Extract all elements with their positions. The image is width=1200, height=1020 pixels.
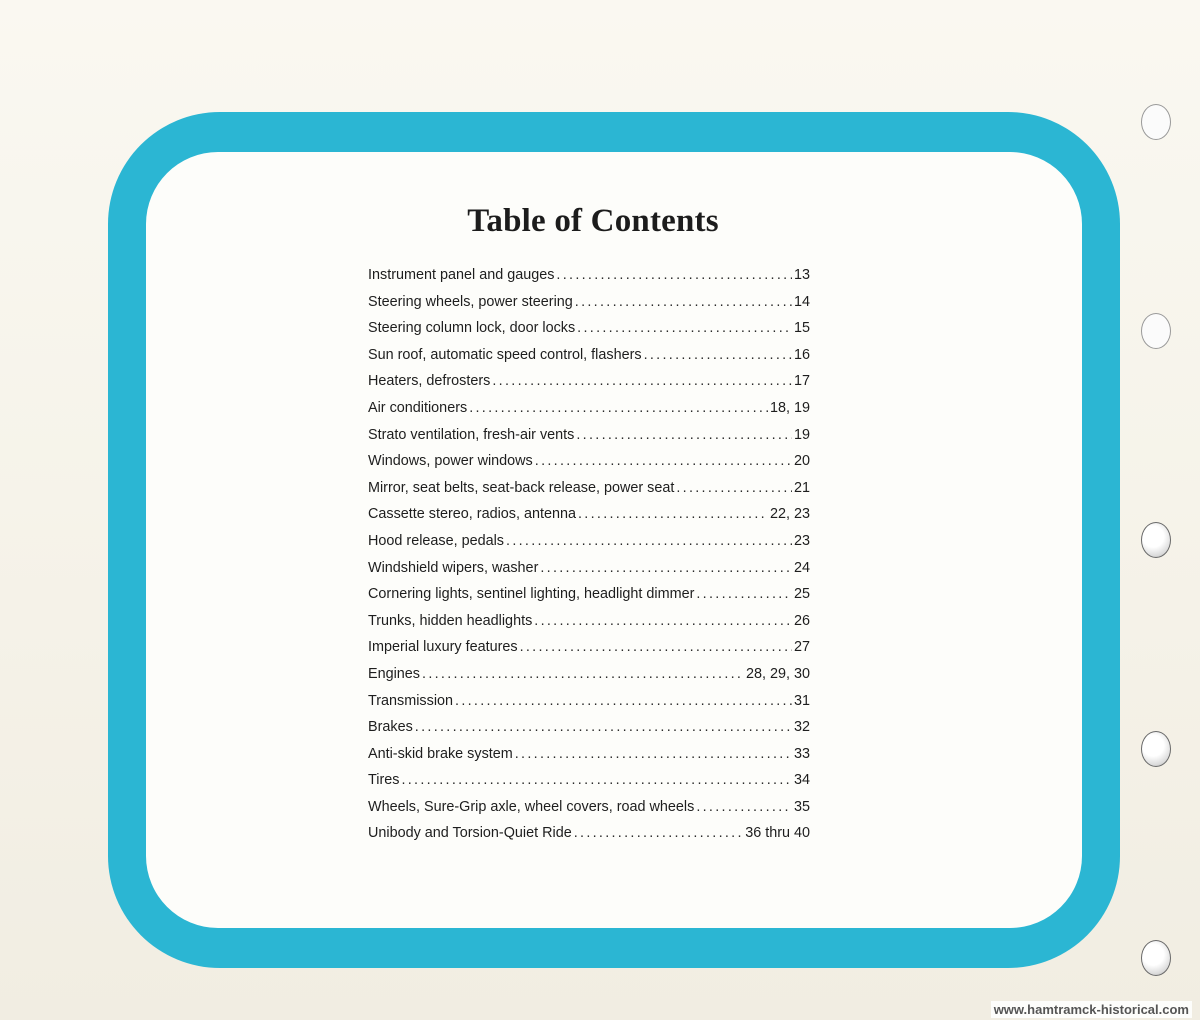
- toc-entry-label: Imperial luxury features: [368, 639, 518, 656]
- toc-entry-pages: 26: [793, 612, 810, 629]
- toc-entry: [368, 560, 810, 587]
- toc-entry-label: Steering column lock, door locks: [368, 320, 576, 337]
- toc-entry-label: Anti-skid brake system: [368, 745, 513, 762]
- toc-entry-label: Sun roof, automatic speed control, flashers: [368, 346, 642, 363]
- toc-entry-pages: 32: [793, 719, 810, 736]
- dot-leader: [574, 825, 743, 841]
- toc-entry-pages: 18, 19: [769, 399, 810, 416]
- dot-leader: [455, 693, 792, 709]
- toc-entry-pages: 13: [793, 267, 810, 283]
- toc-entry-pages: 36 thru 40: [745, 825, 810, 842]
- toc-entry: [368, 825, 810, 852]
- toc-entry-label: Windshield wipers, washer: [368, 559, 539, 576]
- dot-leader: [515, 746, 792, 762]
- toc-entry-pages: 28, 29, 30: [745, 665, 810, 682]
- toc-entry-pages: 22, 23: [769, 506, 810, 523]
- dot-leader: [676, 480, 792, 496]
- toc-entry: [368, 799, 810, 826]
- toc-entry: [368, 427, 810, 454]
- toc-entry-pages: 35: [793, 798, 810, 815]
- toc-entry: [368, 719, 810, 746]
- dot-leader: [577, 320, 792, 336]
- toc-entry-label: Cornering lights, sentinel lighting, headlight dimmer: [368, 586, 695, 603]
- toc-entry-pages: 14: [793, 293, 810, 310]
- toc-entry-pages: 31: [793, 692, 810, 709]
- dot-leader: [534, 613, 792, 629]
- toc-entry-pages: 33: [793, 745, 810, 762]
- toc-entry: [368, 373, 810, 400]
- toc-entry-label: Brakes: [368, 719, 413, 736]
- toc-entry-label: Wheels, Sure-Grip axle, wheel covers, road wheels: [368, 798, 695, 815]
- binder-hole: [1141, 731, 1171, 767]
- page-title: Table of Contents: [467, 203, 719, 239]
- toc-entry: [368, 639, 810, 666]
- toc-entry-pages: 16: [793, 346, 810, 363]
- toc-entry: [368, 267, 810, 294]
- toc-entry: [368, 294, 810, 321]
- dot-leader: [644, 347, 792, 363]
- toc-entry: [368, 613, 810, 640]
- toc-entry-label: Air conditioners: [368, 399, 468, 416]
- toc-entry-pages: 15: [793, 320, 810, 337]
- toc-entry-label: Engines: [368, 665, 421, 682]
- toc-entry-label: Tires: [368, 772, 400, 789]
- binder-hole: [1141, 313, 1171, 349]
- binder-hole: [1141, 104, 1171, 140]
- toc-entry-label: Mirror, seat belts, seat-back release, power seat: [368, 479, 675, 496]
- toc-entry: [368, 666, 810, 693]
- dot-leader: [422, 666, 744, 682]
- toc-entry-label: Hood release, pedals: [368, 532, 505, 549]
- dot-leader: [575, 294, 792, 310]
- toc-entry: [368, 400, 810, 427]
- toc-entry-pages: 34: [793, 772, 810, 789]
- dot-leader: [576, 427, 792, 443]
- binder-hole: [1141, 940, 1171, 976]
- toc-entry: [368, 693, 810, 720]
- dot-leader: [520, 639, 792, 655]
- toc-list: [368, 267, 810, 852]
- dot-leader: [556, 267, 792, 283]
- toc-entry: [368, 506, 810, 533]
- toc-entry-pages: 25: [793, 586, 810, 603]
- toc-entry: [368, 746, 810, 773]
- dot-leader: [535, 453, 792, 469]
- binder-hole: [1141, 522, 1171, 558]
- dot-leader: [696, 799, 792, 815]
- toc-entry-label: Windows, power windows: [368, 453, 533, 470]
- dot-leader: [578, 506, 768, 522]
- toc-entry-label: Heaters, defrosters: [368, 373, 491, 390]
- toc-entry-label: Strato ventilation, fresh-air vents: [368, 426, 575, 443]
- dot-leader: [415, 719, 792, 735]
- toc-entry-label: Instrument panel and gauges: [368, 267, 555, 283]
- toc-entry-pages: 21: [793, 479, 810, 496]
- toc-entry-pages: 23: [793, 532, 810, 549]
- toc-entry-pages: 24: [793, 559, 810, 576]
- toc-entry: [368, 533, 810, 560]
- toc-entry-pages: 19: [793, 426, 810, 443]
- toc-entry-pages: 17: [793, 373, 810, 390]
- toc-entry-label: Trunks, hidden headlights: [368, 612, 533, 629]
- toc-entry: [368, 772, 810, 799]
- toc-entry-label: Transmission: [368, 692, 454, 709]
- toc-entry-label: Cassette stereo, radios, antenna: [368, 506, 576, 523]
- toc-entry: [368, 480, 810, 507]
- dot-leader: [401, 772, 792, 788]
- dot-leader: [696, 586, 792, 602]
- toc-entry: [368, 320, 810, 347]
- toc-entry-label: Steering wheels, power steering: [368, 293, 573, 310]
- toc-entry: [368, 347, 810, 374]
- dot-leader: [469, 400, 768, 416]
- toc-entry-pages: 27: [793, 639, 810, 656]
- toc-entry: [368, 453, 810, 480]
- toc-entry-label: Unibody and Torsion-Quiet Ride: [368, 825, 572, 842]
- watermark-url: www.hamtramck-historical.com: [991, 1001, 1192, 1018]
- toc-entry-pages: 20: [793, 453, 810, 470]
- dot-leader: [506, 533, 792, 549]
- dot-leader: [492, 373, 792, 389]
- toc-entry: [368, 586, 810, 613]
- dot-leader: [540, 560, 792, 576]
